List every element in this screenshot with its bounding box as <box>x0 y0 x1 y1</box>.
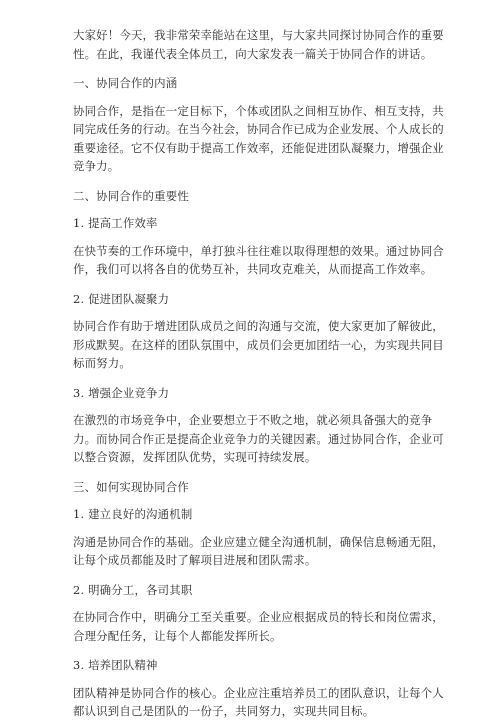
section-2-item-2-title: 2. 促进团队凝聚力 <box>73 291 170 306</box>
section-2-item-2-paragraph: 协同合作有助于增进团队成员之间的沟通与交流，使大家更加了解彼此，形成默契。在这样的团队氛围中，成员们会更加团结一心，为实现共同目标而努力。 <box>73 319 444 370</box>
section-2-item-3-title: 3. 增强企业竞争力 <box>73 385 170 400</box>
section-heading-1: 一、协同合作的内涵 <box>73 76 178 90</box>
section-2-item-1-title: 1. 提高工作效率 <box>73 216 158 230</box>
section-1-paragraph: 协同合作，是指在一定目标下，个体或团队之间相互协作、相互支持，共同完成任务的行动。在当今社会，协同合作已成为企业发展、个人成长的重要途径。它不仅有助于提高工作效率，还能促进团队凝聚力，增强企业竞争力。 <box>73 103 444 173</box>
section-2-item-1-paragraph: 在快节奏的工作环境中，单打独斗往往难以取得理想的效果。通过协同合作，我们可以将各自的优势互补，共同攻克难关，从而提高工作效率。 <box>73 243 444 276</box>
section-3-item-2-title: 2. 明确分工，各司其职 <box>73 582 193 597</box>
intro-paragraph: 大家好！今天，我非常荣幸能站在这里，与大家共同探讨协同合作的重要性。在此，我谨代表全体员工，向大家发表一篇关于协同合作的讲话。 <box>73 28 444 61</box>
section-heading-3: 三、如何实现协同合作 <box>73 479 189 494</box>
section-3-item-3-paragraph: 团队精神是协同合作的核心。企业应注重培养员工的团队意识，让每个人都认识到自己是团队的一份子，共同努力，实现共同目标。 <box>73 685 444 718</box>
section-3-item-1-paragraph: 沟通是协同合作的基础。企业应建立健全沟通机制，确保信息畅通无阻，让每个成员都能及时了解项目进展和团队需求。 <box>73 534 444 567</box>
section-2-item-3-paragraph: 在激烈的市场竞争中，企业要想立于不败之地，就必须具备强大的竞争力。而协同合作正是提高企业竞争力的关键因素。通过协同合作，企业可以整合资源，发挥团队优势，实现可持续发展。 <box>73 413 444 464</box>
section-3-item-2-paragraph: 在协同合作中，明确分工至关重要。企业应根据成员的特长和岗位需求，合理分配任务，让每个人都能发挥所长。 <box>73 610 444 643</box>
section-heading-2: 二、协同合作的重要性 <box>73 188 189 203</box>
section-3-item-3-title: 3. 培养团队精神 <box>73 658 158 672</box>
section-3-item-1-title: 1. 建立良好的沟通机制 <box>73 507 193 521</box>
